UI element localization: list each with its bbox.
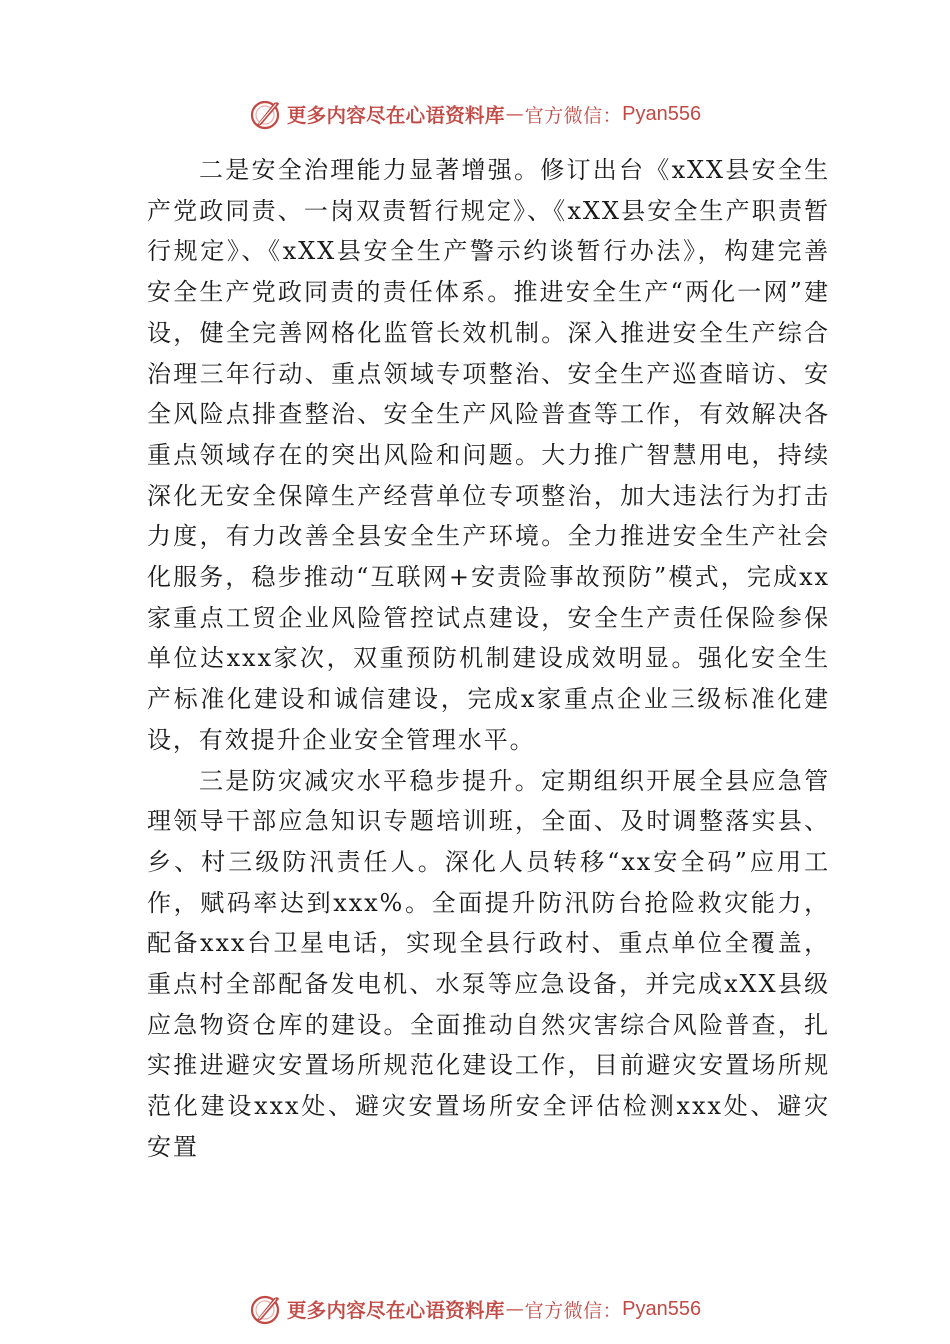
watermark-wechat-label: 官方微信： <box>524 1299 623 1322</box>
watermark-banner-top <box>0 94 950 134</box>
quill-pen-logo-icon <box>249 1292 283 1326</box>
watermark-main-text: 更多内容尽在心语资料库 <box>286 1299 505 1322</box>
watermark-wechat-label: 官方微信： <box>524 104 623 127</box>
paragraph-safety-governance: 二是安全治理能力显著增强。修订出台《xXX县安全生产党政同责、一岗双责暂行规定》、《xXX县安全生产职责暂行规定》、《xXX县安全生产警示约谈暂行办法》，构建完善安全生产党政同责的责任体系。推进安全生产“两化一网”建设，健全完善网格化监管长效机制。深入推进安全生产综合治理三年行动、重点领域专项整治、安全生产巡查暗访、安全风险点排查整治、安全生产风险普查等工作，有效解决各重点领域存在的突出风险和问题。大力推广智慧用电，持续深化无安全保障生产经营单位专项整治，加大违法行为打击力度，有力改善全县安全生产环境。全力推进安全生产社会化服务，稳步推动“互联网+安责险事故预防”模式，完成xx家重点工贸企业风险管控试点建设，安全生产责任保险参保单位达xxx家次，双重预防机制建设成效明显。强化安全生产标准化建设和诚信建设，完成x家重点企业三级标准化建设，有效提升企业安全管理水平。 <box>147 156 830 754</box>
watermark-dash: — <box>505 103 524 125</box>
watermark-wechat-account: Pyan556 <box>622 1297 702 1320</box>
watermark-dash: — <box>505 1298 524 1320</box>
watermark-main-text: 更多内容尽在心语资料库 <box>286 104 505 127</box>
watermark-wechat-account: Pyan556 <box>622 102 702 125</box>
paragraph-disaster-prevention: 三是防灾减灾水平稳步提升。定期组织开展全县应急管理领导干部应急知识专题培训班，全面、及时调整落实县、乡、村三级防汛责任人。深化人员转移“xx安全码”应用工作，赋码率达到xxx%。全面提升防汛防台抢险救灾能力，配备xxx台卫星电话，实现全县行政村、重点单位全覆盖，重点村全部配备发电机、水泵等应急设备，并完成xXX县级应急物资仓库的建设。全面推动自然灾害综合风险普查，扎实推进避灾安置场所规范化建设工作，目前避灾安置场所规范化建设xxx处、避灾安置场所安全评估检测xxx处、避灾安置 <box>147 766 830 1161</box>
quill-pen-logo-icon <box>249 97 283 131</box>
document-body <box>147 150 830 1168</box>
watermark-banner-bottom <box>0 1289 950 1329</box>
